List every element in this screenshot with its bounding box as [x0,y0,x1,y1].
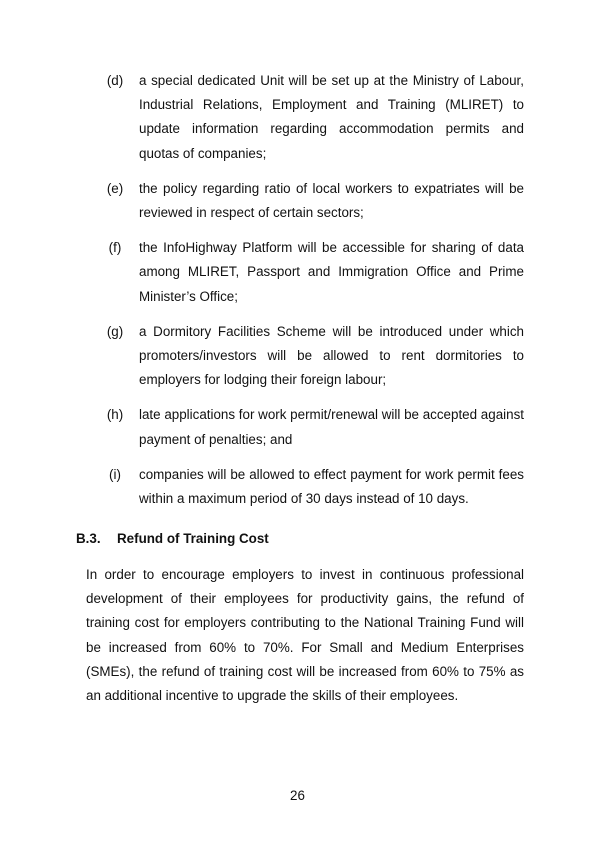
list-item [0,177,595,225]
policy-measures-list [0,69,595,522]
list-item [0,69,595,166]
list-item [0,320,595,393]
list-item-text: a Dormitory Facilities Scheme will be introduced under which promoters/investors will be allowed to rent dormitories to employers for lodging their foreign labour; [139,323,524,388]
list-item-text: the policy regarding ratio of local workers to expatriates will be reviewed in respect of certain sectors; [139,180,524,221]
list-item-text: the InfoHighway Platform will be accessible for sharing of data among MLIRET, Passport and Immigration Office and Prime Minister’s Office; [139,240,524,304]
list-item [0,236,595,309]
list-item [0,463,595,511]
list-item [0,403,595,451]
list-item-label: (i) [109,466,121,482]
list-item-text: companies will be allowed to effect payment for work permit fees within a maximum period of 30 days instead of 10 days. [139,466,524,507]
list-item-label: (h) [106,407,124,423]
section-paragraph: In order to encourage employers to invest in continuous professional development of their employees for productivity gains, the refund of training cost for employers contributing to the National Training Fund will be increased from 60% to 70%. For Small and Medium Enterprises (SMEs), the refund of training cost will be increased from 60% to 75% as an additional incentive to upgrade the skills of their employees. [86,567,524,704]
section-title: Refund of Training Cost [117,531,269,546]
list-item-label: (d) [106,73,124,88]
section-number: B.3. [76,531,101,546]
list-item-text: a special dedicated Unit will be set up at the Ministry of Labour, Industrial Relations, Employment and Training (MLIRET) to update information regarding accommodation permits and quotas of companies; [139,73,524,161]
section-heading [76,528,476,550]
list-item-text: late applications for work permit/renewal will be accepted against payment of penalties; and [139,407,524,447]
list-item-label: (e) [106,180,124,196]
page-number: 26 [290,788,305,803]
list-item-label: (g) [106,323,124,339]
list-item-label: (f) [108,240,122,256]
